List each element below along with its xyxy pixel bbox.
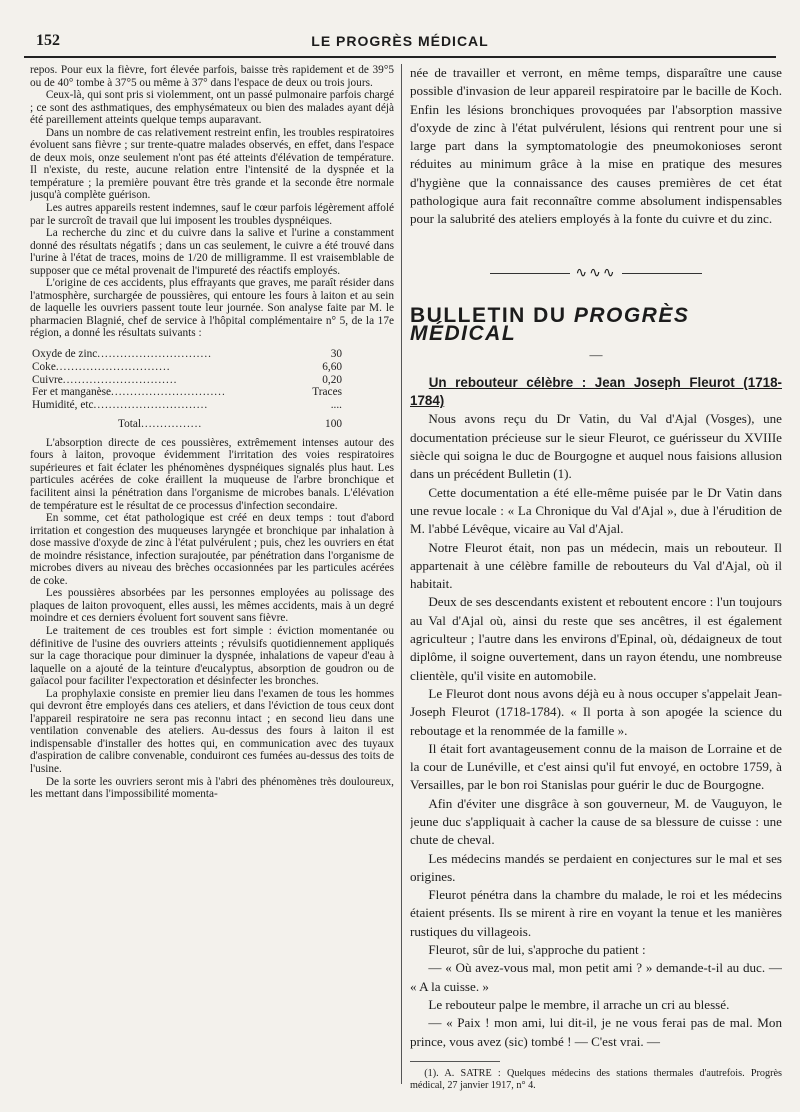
article-body bbox=[410, 410, 782, 1050]
composition-row: Oxyde de zinc.............................. 30 bbox=[32, 348, 362, 361]
article-paragraph: Fleurot, sûr de lui, s'approche du patient : bbox=[428, 942, 646, 958]
composition-value: 0,20 bbox=[322, 373, 342, 386]
bulletin-heading-prefix: BULLETIN DU bbox=[410, 303, 567, 327]
article-paragraph: Il était fort avantageusement connu de la maison de Lorraine et de la cour de Lunéville, et c'est ainsi qu'il fut envoyé, en octobre 1759, à Versailles, par le bon roi Stanislas pour guérir le duc de Bourgogne. bbox=[410, 740, 782, 793]
article-paragraph: Notre Fleurot était, non pas un médecin, mais un rebouteur. Il appartenait à une célèbre famille de rebouteurs du Val d'Ajal, où il habitait. bbox=[410, 539, 782, 592]
composition-total-value: 100 bbox=[325, 418, 342, 431]
footnote: (1). A. SATRE : Quelques médecins des stations thermales d'autrefois. Progrès médical, 27 janvier 1917, n° 4. bbox=[410, 1067, 782, 1091]
composition-label: Humidité, etc bbox=[32, 399, 94, 412]
article-paragraph: Les médecins mandés se perdaient en conjectures sur le mal et ses origines. bbox=[410, 850, 782, 884]
paragraph: De la sorte les ouvriers seront mis à l'abri des phénomènes très douloureux, les mettant dans l'impossibilité momenta- bbox=[30, 775, 394, 801]
composition-value: Traces bbox=[312, 386, 342, 399]
composition-row: Cuivre.............................. 0,20 bbox=[32, 374, 362, 387]
paragraph: La recherche du zinc et du cuivre dans la salive et l'urine a constamment donné des résultats négatifs ; dans un cas seulement, le cuivre a été trouvé dans l'urine à l'état de traces, moins de 1/20 de milligramme. Il est vraisemblable de supposer que ce métal provenait de l'impureté des réactifs employés. bbox=[30, 227, 394, 277]
footnote-rule bbox=[410, 1061, 500, 1062]
left-intro-paragraphs bbox=[30, 64, 394, 340]
paragraph: Ceux-là, qui sont pris si violemment, ont un passé pulmonaire parfois chargé ; ce sont des asthmatiques, des emphysémateux ou bien des malades ayant déjà été pareillement atteints quelque temps auparavant. bbox=[30, 89, 394, 127]
page-header bbox=[24, 30, 776, 52]
composition-row: Coke.............................. 6,60 bbox=[32, 361, 362, 374]
composition-label: Cuivre bbox=[32, 373, 63, 386]
continuation-paragraph: née de travailler et verront, en même temps, disparaître une cause possible d'invasion de leur appareil respiratoire par le bacille de Koch. Enfin les lésions bronchiques provoquées par l'absorption massive d'oxyde de zinc à l'état pulvérulent, lésions qui rentrent pour une si large part dans la symptomatologie des pneumokonioses seront réduites au minimum grâce à la mise en pratique des mesures d'hygiène que la connaissance des causes premières de cet état pathologique aura fait reconnaître comme absolument indispensables pour la salubrité des ateliers employés à la fonte du cuivre et du zinc. bbox=[410, 65, 782, 227]
article-paragraph: Le Fleurot dont nous avons déjà eu à nous occuper s'appelait Jean-Joseph Fleurot (1718-1784). « Il porta à son apogée la science du reboutage et la renommée de la famille ». bbox=[410, 685, 782, 738]
right-column bbox=[410, 64, 782, 1092]
page-number: 152 bbox=[36, 32, 60, 49]
paragraph: Le traitement de ces troubles est fort simple : éviction momentanée ou définitive de l'usine des ouvriers atteints ; révulsifs quotidiennement appliqués sur la cage thoracique pour diminuer la dyspnée, inhalations de vapeur d'eau à laquelle on a ajouté de la teinture d'eucalyptus, absorption de goudron ou de gaïacol pour faciliter l'expectoration et désinfecter les bronches. bbox=[30, 625, 394, 688]
article-title: Un rebouteur célèbre : Jean Joseph Fleurot (1718-1784) bbox=[410, 374, 782, 409]
paragraph: repos. Pour eux la fièvre, fort élevée parfois, baisse très rapidement et de 39°5 ou de 40° tombe à 37°5 ou même à 37° dans l'espace de deux ou trois jours. bbox=[30, 64, 394, 89]
bulletin-heading bbox=[410, 303, 782, 346]
paragraph: En somme, cet état pathologique est créé en deux temps : tout d'abord irritation et congestion des muqueuses laryngée et bronchique par inhalation à dose massive d'oxyde de zinc à l'état pulvérulent ; puis, chez les ouvriers en état de moindre résistance, infection surajoutée, par pénétration dans l'organisme de microbes divers au niveau des brèches occasionnées par les particules acérées de coke. bbox=[30, 512, 394, 587]
composition-label: Fer et manganèse bbox=[32, 386, 112, 399]
paragraph: Les poussières absorbées par les personnes employées au polissage des plaques de laiton provoquent, elles aussi, les mêmes accidents, mais à un degré moindre et ces derniers évoluent fort souvent sans fièvre. bbox=[30, 587, 394, 625]
left-column bbox=[30, 64, 394, 801]
article-paragraph: Cette documentation a été elle-même puisée par le Dr Vatin dans une revue locale : « La Chronique du Val d'Ajal », due à l'érudition de M. l'abbé Lévêque, vicaire au Val d'Ajal. bbox=[410, 484, 782, 537]
header-rule bbox=[24, 56, 776, 58]
article-paragraph: Deux de ses descendants existent et reboutent encore : l'un toujours au Val d'Ajal où, ainsi du reste que ses ancêtres, il est également agriculteur ; l'autre dans les environs d'Epinal, où, dédaigneux de tout diplôme, il soigne ouvertement, dans un rayon étendu, une nombreuse clientèle, qu'il visite en automobile. bbox=[410, 594, 782, 683]
composition-row: Fer et manganèse.............................. Traces bbox=[32, 386, 362, 399]
composition-total-row: Total................ 100 bbox=[32, 412, 362, 431]
paragraph: Les autres appareils restent indemnes, sauf le cœur parfois légèrement affolé par le surcroît de travail que lui imposent les troubles dyspnéiques. bbox=[30, 202, 394, 227]
composition-row: Humidité, etc.............................. .... bbox=[32, 399, 362, 412]
dust-composition-table bbox=[32, 348, 362, 431]
paragraph: La prophylaxie consiste en premier lieu dans l'examen de tous les hommes qui devront être employés dans ces ateliers, et dans l'éviction de tous ceux dont l'appareil respiratoire ne sera pas reconnu intact ; en second lieu dans une ventilation convenable des ateliers. Au-dessus des fours à laiton il est indispensable d'installer des hottes qui, en communication avec des tuyaux d'aspiration de calibre convenable, conduiront ces fumées au-dessus des toits de l'usine. bbox=[30, 687, 394, 776]
column-divider bbox=[401, 64, 402, 1084]
section-ornament: ∿∿∿ bbox=[410, 265, 782, 283]
composition-total-label: Total bbox=[118, 418, 142, 431]
composition-value: 6,60 bbox=[322, 360, 342, 373]
paragraph: L'origine de ces accidents, plus effrayants que graves, me paraît résider dans l'atmosphère, surchargée de poussières, qui entoure les fours à laiton et au sein de laquelle les ouvriers passent toute leur journée. Son analyse faite par M. le pharmacien Blagnié, chef de service à l'hôpital complémentaire n° 5, de la 17e région, a donné les résultats suivants : bbox=[30, 277, 394, 340]
composition-label: Oxyde de zinc bbox=[32, 348, 98, 361]
article-paragraph: — « Où avez-vous mal, mon petit ami ? » demande-t-il au duc. — « A la cuisse. » bbox=[410, 960, 782, 994]
paragraph: L'absorption directe de ces poussières, extrêmement intenses autour des fours à laiton, provoque évidemment l'irritation des voies respiratoires supérieures et fait éclater les phénomènes dyspnéiques signalés plus haut. Les particules acérées de coke éraillent la muqueuse de l'arbre bronchique et facilitent ainsi la pénétration dans l'organisme de microbes banals. L'élévation de température est le résultat de ce processus d'infection secondaire. bbox=[30, 436, 394, 512]
article-paragraph: Le rebouteur palpe le membre, il arrache un cri au blessé. bbox=[428, 996, 730, 1012]
composition-value: .... bbox=[330, 399, 342, 412]
article-paragraph: Nous avons reçu du Dr Vatin, du Val d'Ajal (Vosges), une documentation précieuse sur le sieur Fleurot, ce guérisseur du XVIIIe siècle qui soigna le duc de Bourgogne et auquel nous faisions allusion dans un précédent Bulletin (1). bbox=[410, 411, 782, 482]
composition-label: Coke bbox=[32, 360, 56, 373]
bulletin-dash: — bbox=[589, 346, 603, 362]
article-paragraph: Afin d'éviter une disgrâce à son gouverneur, M. de Vauguyon, le jeune duc s'appliquait à cacher la cause de sa blessure de cuisse : une chute de cheval. bbox=[410, 795, 782, 848]
journal-title: LE PROGRÈS MÉDICAL bbox=[311, 33, 489, 49]
composition-value: 30 bbox=[330, 348, 342, 361]
article-paragraph: Fleurot pénétra dans la chambre du malade, le roi et les médecins étaient présents. Ils se mirent à rire en voyant la tenue et les manières rustiques du villageois. bbox=[410, 887, 782, 939]
left-body-paragraphs bbox=[30, 437, 394, 801]
bulletin-heading-italic: PROGRÈS MÉDICAL bbox=[410, 303, 690, 346]
article-paragraph: — « Paix ! mon ami, lui dit-il, je ne vous ferai pas de mal. Mon prince, vous avez (sic) tombé ! — C'est vrai. — bbox=[410, 1015, 782, 1049]
paragraph: Dans un nombre de cas relativement restreint enfin, les troubles respiratoires évoluent sans fièvre ; sur trente-quatre malades observés, en effet, dans l'espace de deux mois, onze seulement n'ont pas été atteints d'élévation de température. Il n'existe, du reste, aucune relation entre l'intensité de la dyspnée et la température ; la première pouvant être très grande et la seconde être normale jusqu'à complète guérison. bbox=[30, 126, 394, 202]
